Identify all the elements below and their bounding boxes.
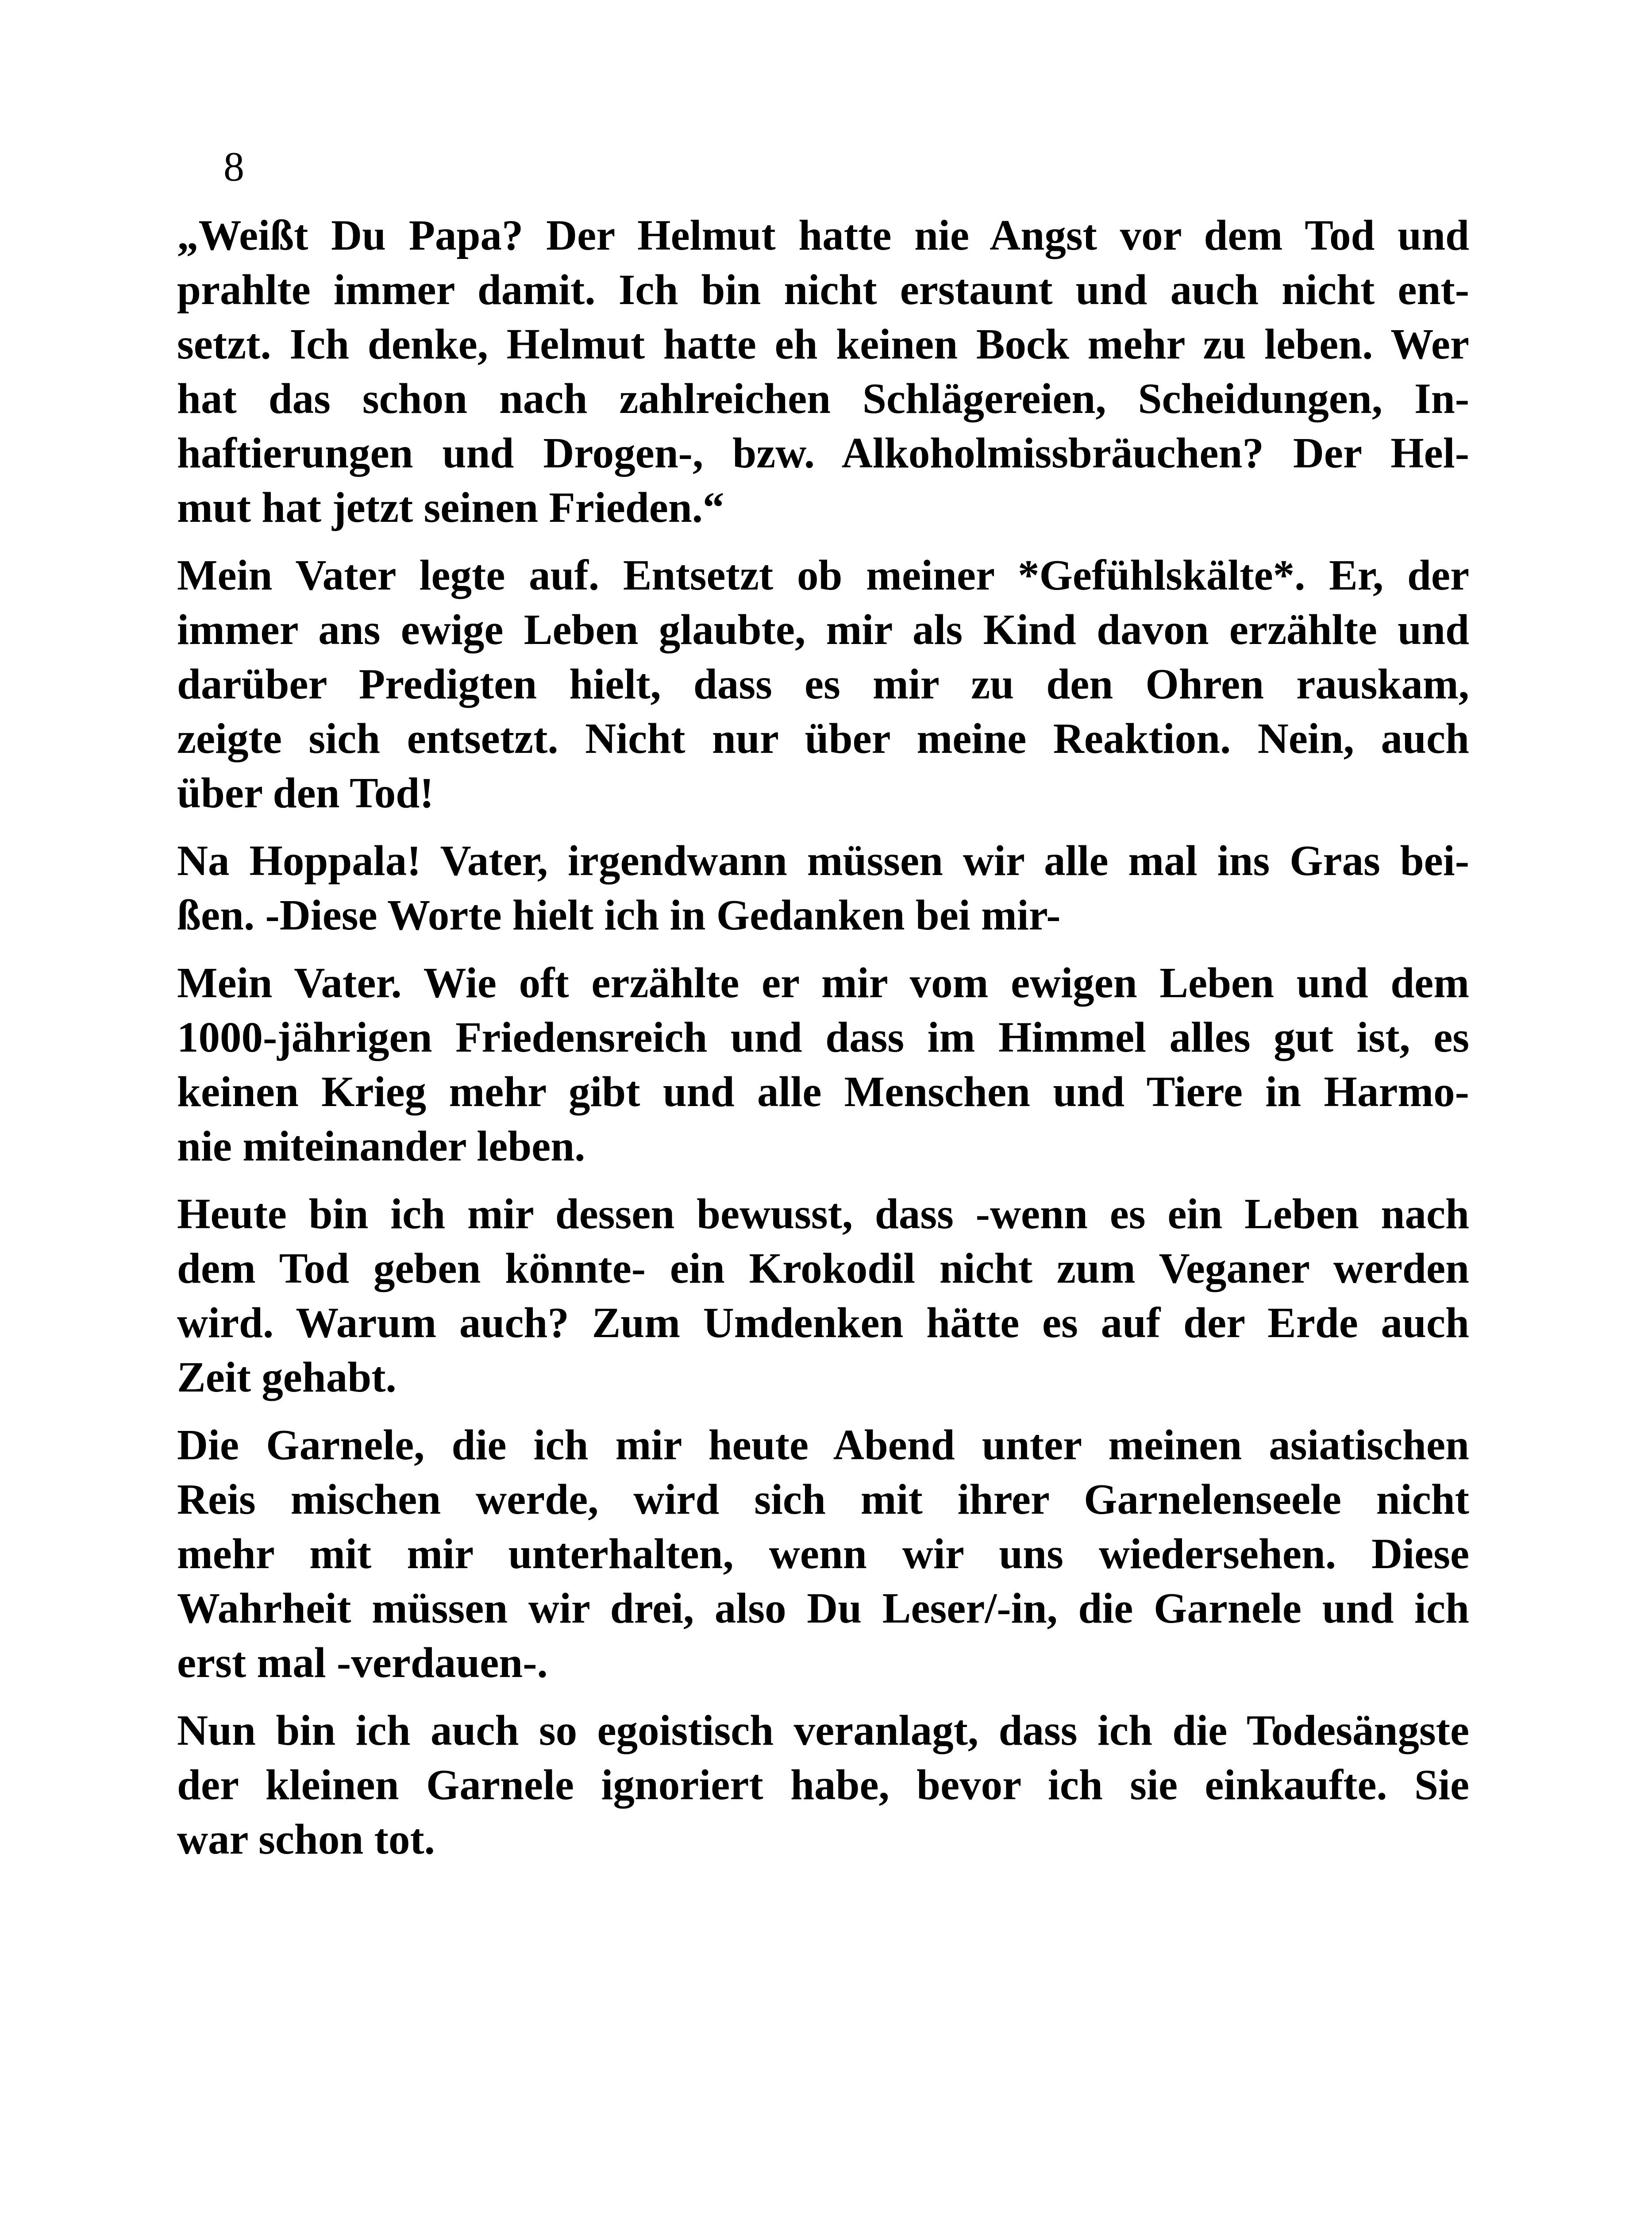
paragraph-6 [177, 1418, 1469, 1690]
paragraph-5 [177, 1187, 1469, 1404]
text-line: zeigte sich entsetzt. Nicht nur über meine Reaktion. Nein, auch [177, 715, 1469, 762]
text-line: über den Tod! [177, 769, 434, 817]
text-line: dem Tod geben könnte- ein Krokodil nicht zum Veganer werden [177, 1245, 1469, 1292]
body-text [177, 208, 1469, 1880]
text-line: nie miteinander leben. [177, 1122, 585, 1170]
text-line: darüber Predigten hielt, dass es mir zu den Ohren rauskam, [177, 660, 1469, 708]
paragraph-1 [177, 208, 1469, 535]
text-line: Die Garnele, die ich mir heute Abend unter meinen asiatischen [177, 1421, 1469, 1469]
text-line: Na Hoppala! Vater, irgendwann müssen wir alle mal ins Gras bei- [177, 837, 1469, 884]
text-line: Wahrheit müssen wir drei, also Du Leser/-in, die Garnele und ich [177, 1585, 1469, 1632]
text-line: ßen. -Diese Worte hielt ich in Gedanken bei mir- [177, 891, 1061, 939]
text-line: haftierungen und Drogen-, bzw. Alkoholmissbräuchen? Der Hel- [177, 429, 1469, 477]
text-line: Nun bin ich auch so egoistisch veranlagt, dass ich die Todesängste [177, 1707, 1469, 1754]
text-line: immer ans ewige Leben glaubte, mir als Kind davon erzählte und [177, 606, 1469, 653]
text-line: prahlte immer damit. Ich bin nicht erstaunt und auch nicht ent- [177, 266, 1469, 313]
text-line: Mein Vater legte auf. Entsetzt ob meiner *Gefühlskälte*. Er, der [177, 551, 1469, 599]
text-line: Zeit gehabt. [177, 1353, 397, 1401]
text-line: Heute bin ich mir dessen bewusst, dass -wenn es ein Leben nach [177, 1190, 1469, 1238]
text-line: erst mal -verdauen-. [177, 1639, 548, 1686]
text-line: wird. Warum auch? Zum Umdenken hätte es auf der Erde auch [177, 1299, 1469, 1346]
text-line: war schon tot. [177, 1816, 435, 1863]
text-line: mehr mit mir unterhalten, wenn wir uns wiedersehen. Diese [177, 1530, 1469, 1577]
paragraph-2 [177, 548, 1469, 820]
paragraph-7 [177, 1703, 1469, 1866]
page-number: 8 [223, 144, 244, 190]
text-line: hat das schon nach zahlreichen Schlägereien, Scheidungen, In- [177, 375, 1469, 422]
text-line: Reis mischen werde, wird sich mit ihrer Garnelenseele nicht [177, 1476, 1469, 1523]
paragraph-3 [177, 833, 1469, 942]
text-line: setzt. Ich denke, Helmut hatte eh keinen Bock mehr zu leben. Wer [177, 320, 1469, 368]
text-line: 1000-jährigen Friedensreich und dass im Himmel alles gut ist, es [177, 1014, 1469, 1061]
text-line: keinen Krieg mehr gibt und alle Menschen und Tiere in Harmo- [177, 1068, 1469, 1115]
text-line: mut hat jetzt seinen Frieden.“ [177, 484, 724, 531]
text-line: Mein Vater. Wie oft erzählte er mir vom ewigen Leben und dem [177, 959, 1469, 1006]
text-line: der kleinen Garnele ignoriert habe, bevor ich sie einkaufte. Sie [177, 1761, 1469, 1808]
paragraph-4 [177, 956, 1469, 1173]
text-line: „Weißt Du Papa? Der Helmut hatte nie Angst vor dem Tod und [177, 212, 1469, 259]
